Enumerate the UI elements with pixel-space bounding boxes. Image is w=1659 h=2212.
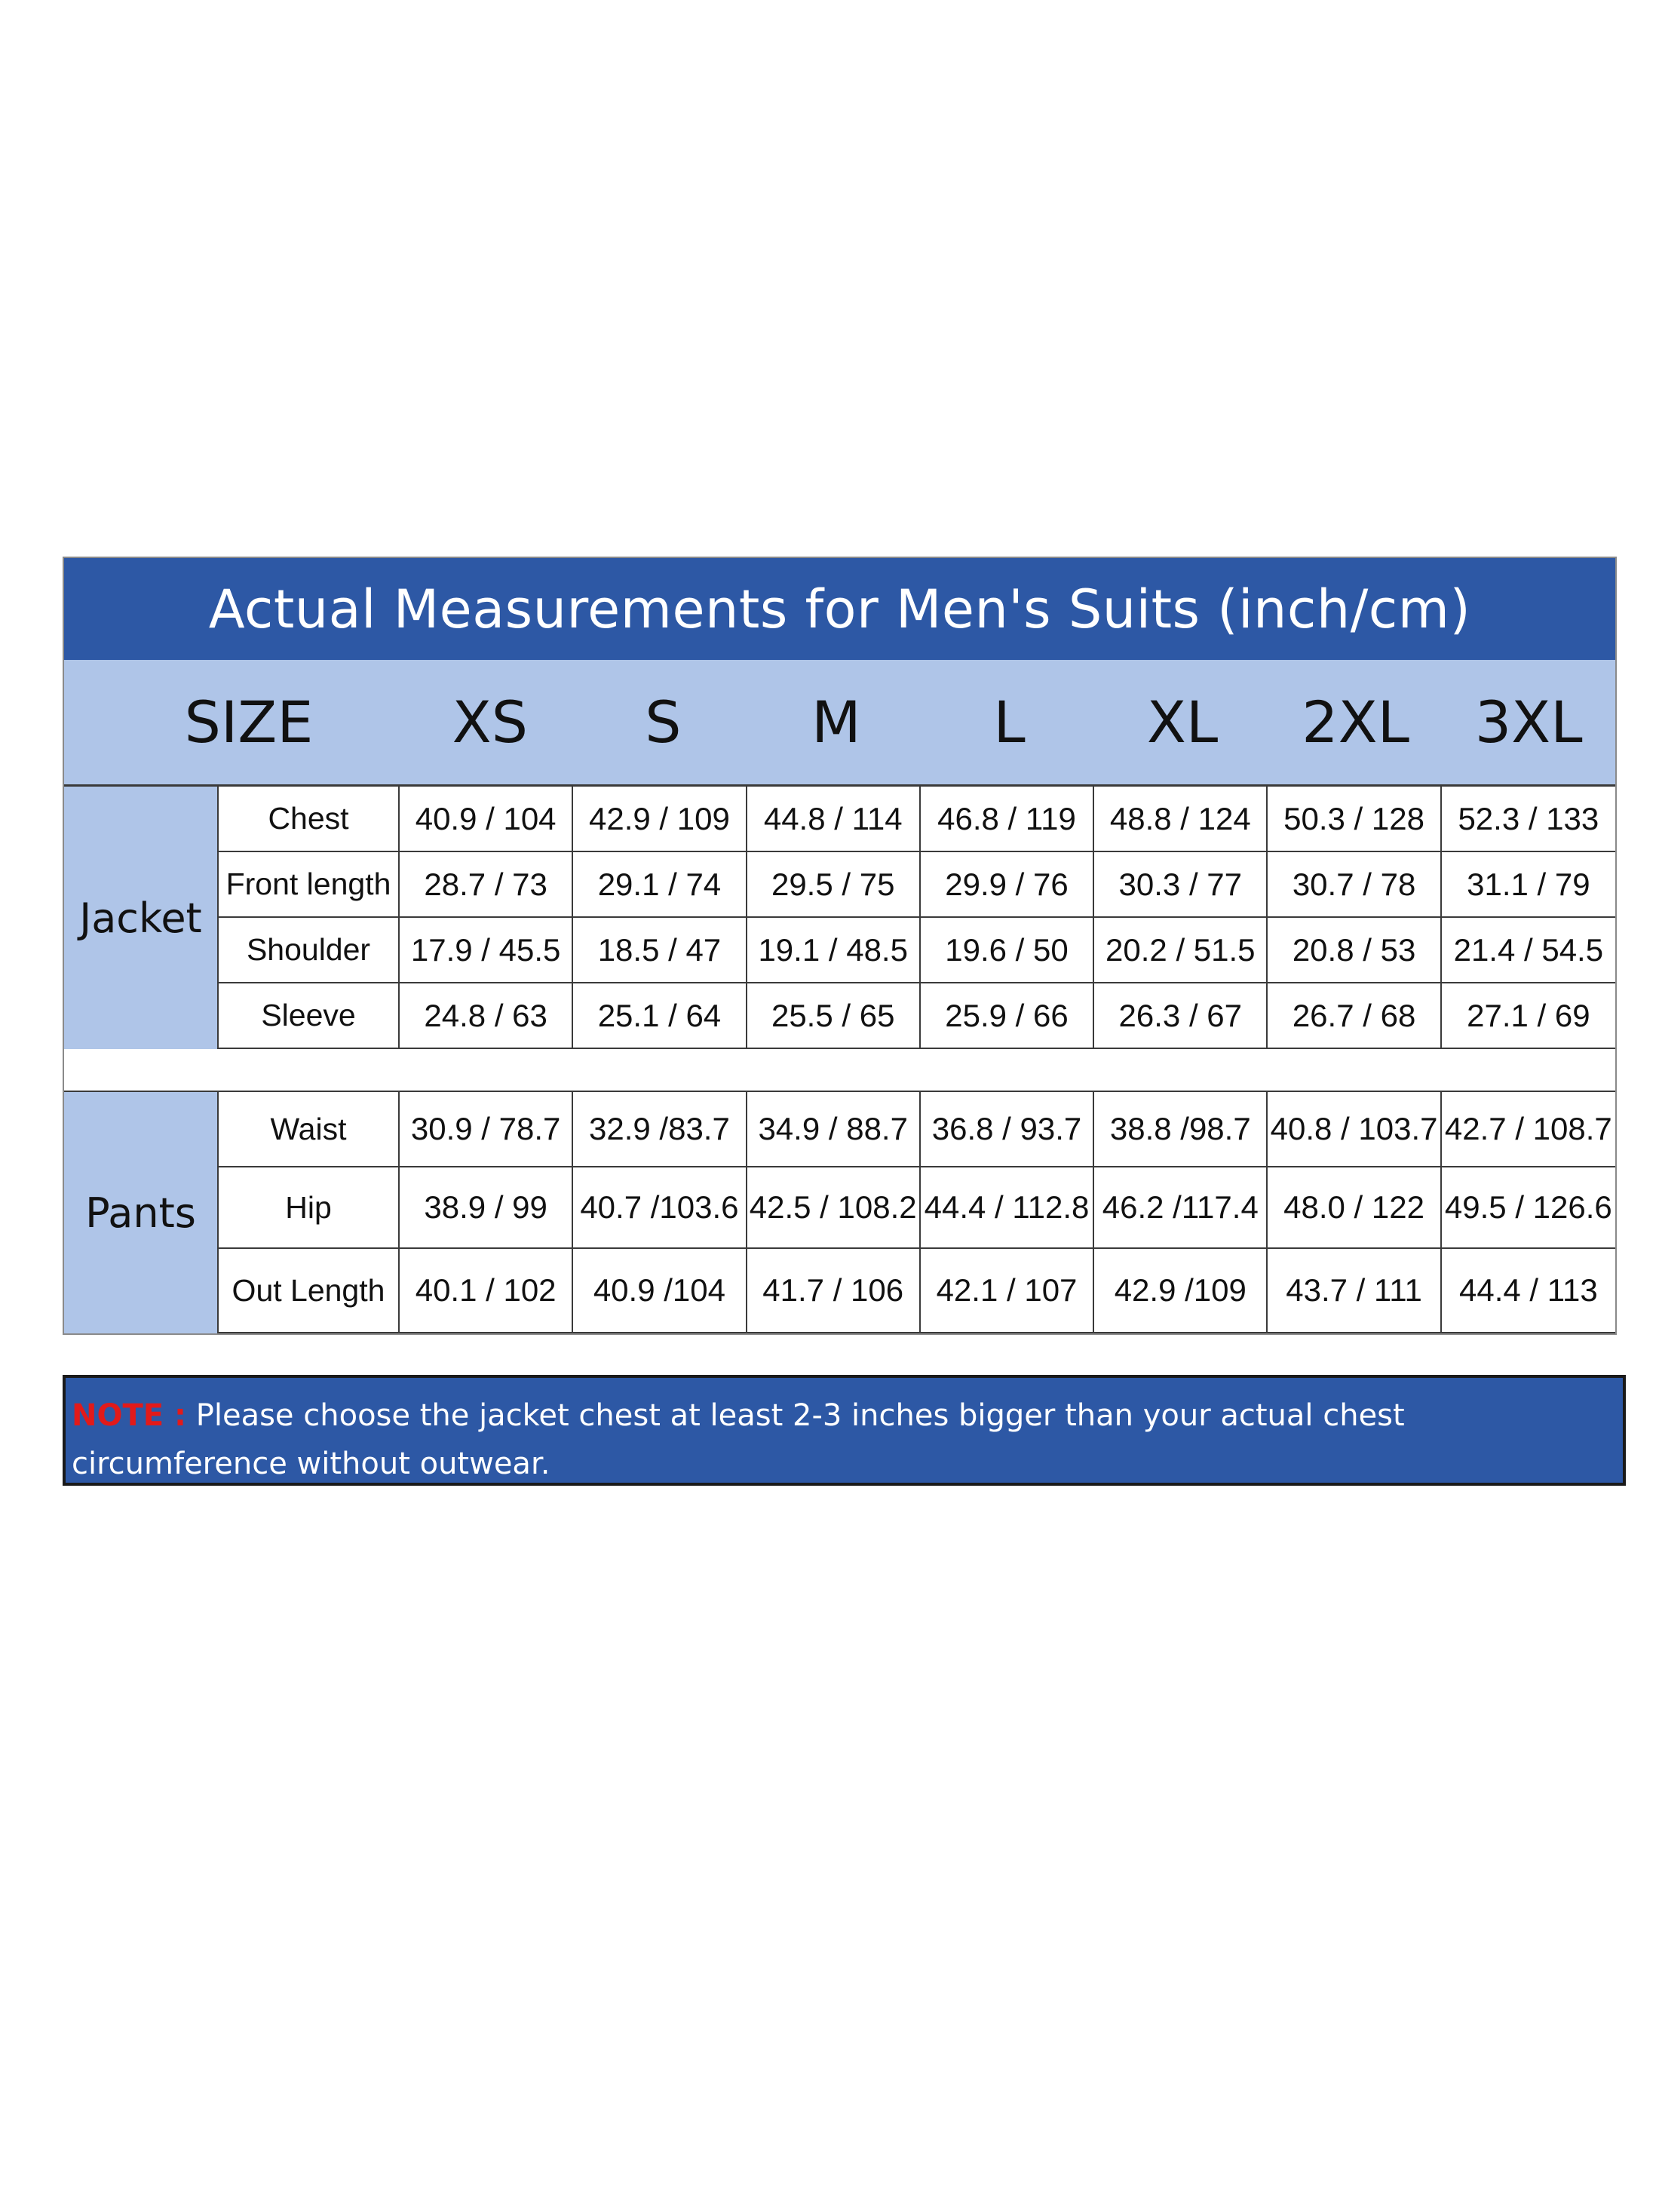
measurement-name: Out Length — [219, 1249, 400, 1333]
measurement-value: 42.7 / 108.7 — [1442, 1092, 1615, 1167]
measurement-name: Shoulder — [219, 918, 400, 983]
note-box — [63, 1375, 1626, 1486]
pants-group-label: Pants — [64, 1092, 219, 1333]
measurement-value: 40.9 /104 — [573, 1249, 747, 1333]
size-chart — [63, 557, 1617, 1335]
size-l-header: L — [993, 689, 1026, 756]
measurement-name: Front length — [219, 852, 400, 918]
measurement-value: 27.1 / 69 — [1442, 983, 1615, 1049]
size-xl-header: XL — [1146, 689, 1219, 756]
measurement-value: 48.8 / 124 — [1094, 787, 1268, 852]
size-s-header: S — [645, 689, 682, 756]
measurement-value: 20.8 / 53 — [1268, 918, 1441, 983]
measurement-value: 44.4 / 113 — [1442, 1249, 1615, 1333]
size-header-label: SIZE — [184, 689, 314, 756]
measurement-value: 48.0 / 122 — [1268, 1167, 1441, 1249]
measurement-value: 50.3 / 128 — [1268, 787, 1441, 852]
measurement-name: Waist — [219, 1092, 400, 1167]
measurement-value: 38.8 /98.7 — [1094, 1092, 1268, 1167]
measurement-value: 28.7 / 73 — [400, 852, 573, 918]
measurement-value: 44.4 / 112.8 — [921, 1167, 1094, 1249]
measurement-value: 43.7 / 111 — [1268, 1249, 1441, 1333]
note-label: NOTE : — [72, 1398, 187, 1433]
jacket-section — [64, 787, 1615, 1049]
measurement-value: 30.9 / 78.7 — [400, 1092, 573, 1167]
measurement-value: 40.1 / 102 — [400, 1249, 573, 1333]
measurement-value: 30.3 / 77 — [1094, 852, 1268, 918]
measurement-value: 40.9 / 104 — [400, 787, 573, 852]
measurement-value: 24.8 / 63 — [400, 983, 573, 1049]
measurement-value: 49.5 / 126.6 — [1442, 1167, 1615, 1249]
measurement-value: 25.9 / 66 — [921, 983, 1094, 1049]
jacket-group-label: Jacket — [64, 787, 219, 1049]
measurement-value: 25.5 / 65 — [747, 983, 921, 1049]
measurement-value: 31.1 / 79 — [1442, 852, 1615, 918]
measurement-value: 17.9 / 45.5 — [400, 918, 573, 983]
size-3xl-header: 3XL — [1474, 689, 1583, 756]
measurement-value: 19.6 / 50 — [921, 918, 1094, 983]
measurement-value: 42.1 / 107 — [921, 1249, 1094, 1333]
size-2xl-header: 2XL — [1302, 689, 1410, 756]
measurement-value: 34.9 / 88.7 — [747, 1092, 921, 1167]
measurement-value: 52.3 / 133 — [1442, 787, 1615, 852]
measurement-value: 29.5 / 75 — [747, 852, 921, 918]
measurement-value: 19.1 / 48.5 — [747, 918, 921, 983]
pants-section — [64, 1092, 1615, 1333]
measurement-value: 29.1 / 74 — [573, 852, 747, 918]
measurement-value: 46.2 /117.4 — [1094, 1167, 1268, 1249]
measurement-value: 20.2 / 51.5 — [1094, 918, 1268, 983]
measurement-value: 26.3 / 67 — [1094, 983, 1268, 1049]
measurement-value: 36.8 / 93.7 — [921, 1092, 1094, 1167]
measurement-value: 46.8 / 119 — [921, 787, 1094, 852]
note-text: Please choose the jacket chest at least 2-3 inches bigger than your actual chest circumference without outwear. — [72, 1398, 1405, 1481]
measurement-name: Sleeve — [219, 983, 400, 1049]
measurement-value: 42.9 / 109 — [573, 787, 747, 852]
size-xs-header: XS — [452, 689, 528, 756]
measurement-value: 32.9 /83.7 — [573, 1092, 747, 1167]
section-spacer — [64, 1049, 1615, 1092]
measurement-value: 40.7 /103.6 — [573, 1167, 747, 1249]
measurement-value: 21.4 / 54.5 — [1442, 918, 1615, 983]
chart-title: Actual Measurements for Men's Suits (inch/cm) — [64, 558, 1615, 660]
measurement-value: 42.5 / 108.2 — [747, 1167, 921, 1249]
measurement-value: 29.9 / 76 — [921, 852, 1094, 918]
measurement-value: 25.1 / 64 — [573, 983, 747, 1049]
measurement-value: 30.7 / 78 — [1268, 852, 1441, 918]
measurement-name: Chest — [219, 787, 400, 852]
measurement-value: 44.8 / 114 — [747, 787, 921, 852]
measurement-name: Hip — [219, 1167, 400, 1249]
measurement-value: 42.9 /109 — [1094, 1249, 1268, 1333]
measurement-value: 38.9 / 99 — [400, 1167, 573, 1249]
measurement-value: 26.7 / 68 — [1268, 983, 1441, 1049]
measurement-value: 40.8 / 103.7 — [1268, 1092, 1441, 1167]
size-m-header: M — [811, 689, 861, 756]
size-header-row — [64, 660, 1615, 787]
measurement-value: 41.7 / 106 — [747, 1249, 921, 1333]
measurement-value: 18.5 / 47 — [573, 918, 747, 983]
